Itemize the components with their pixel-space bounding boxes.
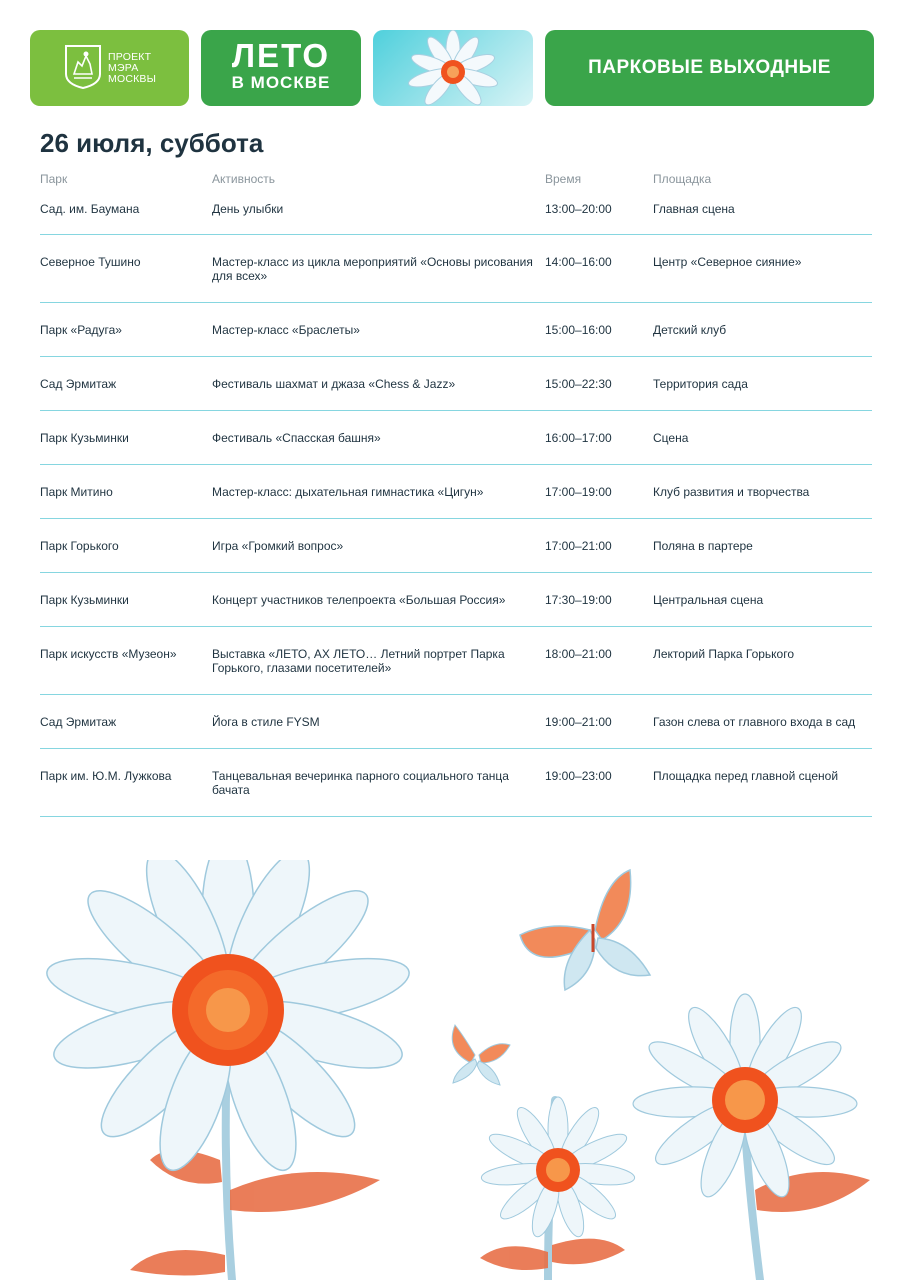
table-row [40, 749, 872, 817]
cell-time: 19:00–21:00 [545, 715, 612, 729]
cell-time: 17:30–19:00 [545, 593, 612, 607]
cell-park: Сад Эрмитаж [40, 715, 117, 729]
cell-activity: Фестиваль шахмат и джаза «Chess & Jazz» [212, 377, 456, 391]
daisy-icon [373, 30, 533, 106]
page-title: 26 июля, суббота [40, 128, 264, 158]
cell-venue: Газон слева от главного входа в сад [653, 715, 856, 729]
mayor-project-logo [30, 30, 189, 106]
daisies-illustration [0, 860, 904, 1280]
butterfly-icon [520, 870, 650, 990]
cell-activity: Мастер-класс «Браслеты» [212, 323, 360, 337]
cell-activity: Игра «Громкий вопрос» [212, 539, 344, 553]
cell-activity: Мастер-класс: дыхательная гимнастика «Цигун» [212, 485, 484, 499]
column-header-activity: Активность [212, 172, 276, 186]
cell-venue: Территория сада [653, 377, 748, 391]
cell-time: 17:00–19:00 [545, 485, 612, 499]
cell-park: Северное Тушино [40, 255, 141, 269]
table-row [40, 194, 872, 235]
cell-park: Парк им. Ю.М. Лужкова [40, 769, 172, 783]
cell-park: Парк Митино [40, 485, 113, 499]
leaf-icon [480, 1246, 548, 1270]
small-daisy-icon [480, 1097, 635, 1240]
moscow-emblem-icon [64, 44, 102, 90]
table-row [40, 235, 872, 303]
table-row [40, 695, 872, 749]
cell-venue: Центр «Северное сияние» [653, 255, 802, 269]
cell-park: Парк Кузьминки [40, 431, 129, 445]
mayor-project-text: ПРОЕКТ МЭРА МОСКВЫ [108, 51, 157, 85]
table-row [40, 411, 872, 465]
cell-time: 17:00–21:00 [545, 539, 612, 553]
cell-activity: Мастер-класс из цикла мероприятий «Основы рисования для всех» [212, 255, 533, 283]
cell-activity: День улыбки [212, 202, 284, 216]
cell-activity: Концерт участников телепроекта «Большая Россия» [212, 593, 506, 607]
table-header [40, 172, 872, 194]
cell-time: 15:00–16:00 [545, 323, 612, 337]
leaf-icon [552, 1239, 625, 1265]
leaf-icon [230, 1172, 380, 1212]
cell-time: 16:00–17:00 [545, 431, 612, 445]
table-row [40, 627, 872, 695]
cell-park: Парк Кузьминки [40, 593, 129, 607]
cell-park: Парк «Радуга» [40, 323, 122, 337]
cell-park: Парк искусств «Музеон» [40, 647, 177, 661]
leto-title: ЛЕТО [231, 37, 331, 74]
column-header-park: Парк [40, 172, 68, 186]
cell-activity: Выставка «ЛЕТО, АХ ЛЕТО… Летний портрет Парка Горького, глазами посетителей» [212, 647, 505, 675]
leto-v-moskve-logo [201, 30, 361, 106]
flower-tile [373, 30, 533, 106]
table-row [40, 357, 872, 411]
table-row [40, 303, 872, 357]
table-row [40, 573, 872, 627]
cell-venue: Клуб развития и творчества [653, 485, 810, 499]
cell-venue: Центральная сцена [653, 593, 764, 607]
cell-time: 14:00–16:00 [545, 255, 612, 269]
cell-activity: Танцевальная вечеринка парного социального танца бачата [212, 769, 509, 797]
cell-time: 13:00–20:00 [545, 202, 612, 216]
small-butterfly-icon [452, 1025, 510, 1085]
table-row [40, 465, 872, 519]
cell-activity: Фестиваль «Спасская башня» [212, 431, 381, 445]
cell-venue: Главная сцена [653, 202, 735, 216]
cell-park: Парк Горького [40, 539, 119, 553]
header-banner [30, 30, 874, 106]
table-row [40, 519, 872, 573]
column-header-venue: Площадка [653, 172, 712, 186]
cell-venue: Детский клуб [653, 323, 727, 337]
cell-venue: Сцена [653, 431, 689, 445]
schedule-table [40, 172, 872, 817]
cell-activity: Йога в стиле FYSM [212, 715, 320, 729]
cell-time: 15:00–22:30 [545, 377, 612, 391]
cell-venue: Площадка перед главной сценой [653, 769, 839, 783]
cell-time: 19:00–23:00 [545, 769, 612, 783]
column-header-time: Время [545, 172, 582, 186]
cell-venue: Поляна в партере [653, 539, 753, 553]
park-weekends-tile [545, 30, 874, 106]
cell-park: Сад. им. Баумана [40, 202, 140, 216]
cell-venue: Лекторий Парка Горького [653, 647, 795, 661]
leaf-icon [130, 1250, 225, 1276]
cell-park: Сад Эрмитаж [40, 377, 117, 391]
cell-time: 18:00–21:00 [545, 647, 612, 661]
leto-subtitle: В МОСКВЕ [231, 73, 331, 92]
park-weekends-label: ПАРКОВЫЕ ВЫХОДНЫЕ [588, 57, 831, 78]
